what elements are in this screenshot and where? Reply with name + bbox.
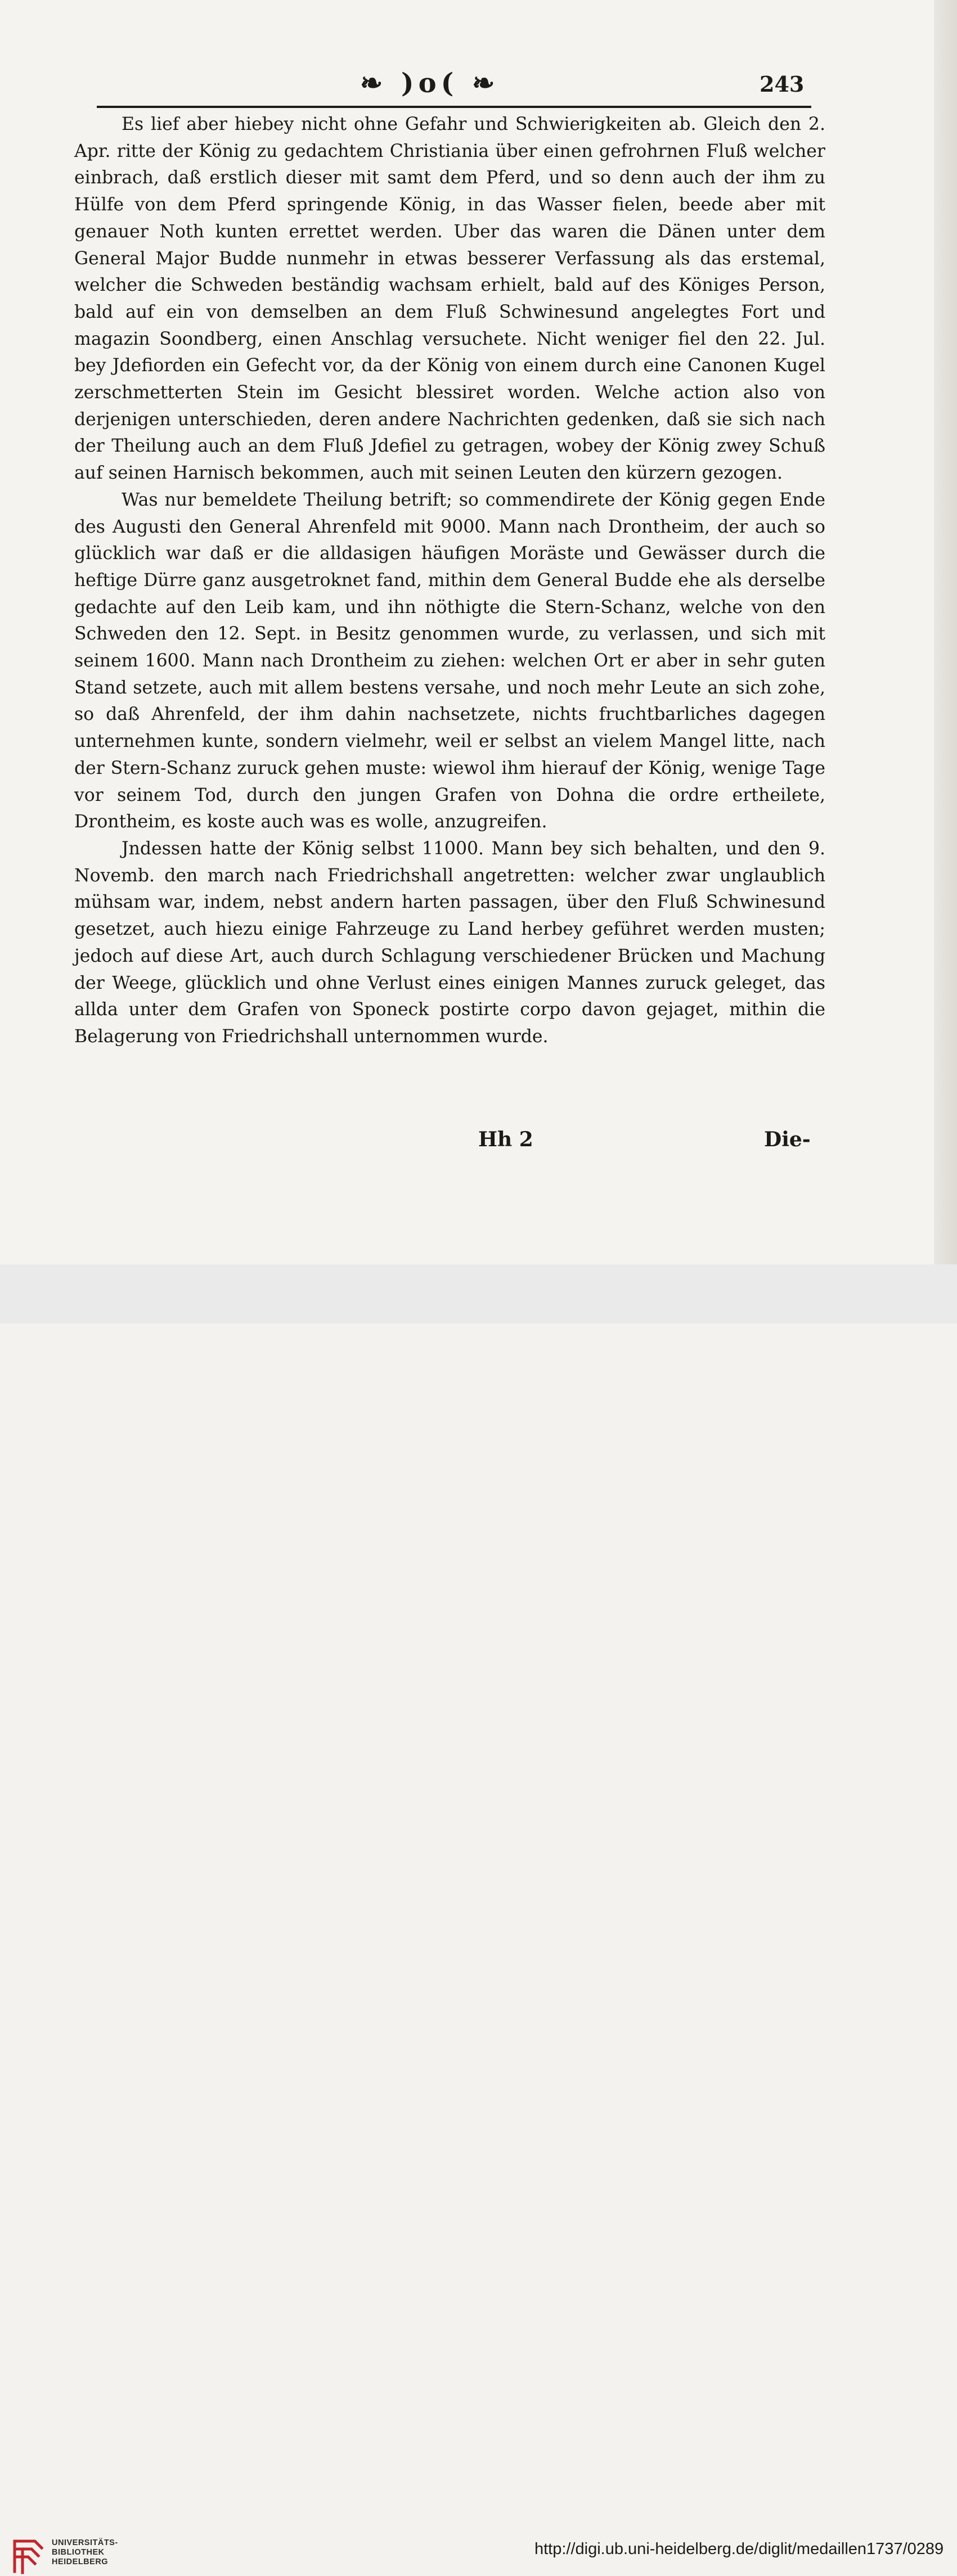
library-logo-icon[interactable] — [12, 2537, 44, 2576]
page-number: 243 — [760, 71, 805, 97]
library-name — [52, 2538, 118, 2567]
library-name-line: HEIDELBERG — [52, 2557, 109, 2566]
header-rule — [97, 106, 811, 108]
paragraph-1: Es lief aber hiebey nicht ohne Gefahr und Schwierigkeiten ab. Gleich den 2. Apr. ritte der König zu gedachtem Christiania über einen gefrohrnen Fluß welcher einbrach, daß erstlich dieser mit samt dem Pferd, und so denn auch der ihm zu Hülfe von dem Pferd springende König, in das Wasser fielen, beede aber mit genauer Noth kunten errettet werden. Uber das waren die Dänen unter dem General Major Budde nunmehr in etwas besserer Verfassung als das erstemal, welcher die Schweden beständig wachsam erhielt, bald auf des Königes Person, bald auf ein von demselben an dem Fluß Schwinesund angelegtes Fort und magazin Soondberg, einen Anschlag versuchete. Nicht weniger fiel den 22. Jul. bey Jdefiorden ein Gefecht vor, da der König von einem durch eine Canonen Kugel zerschmetterten Stein im Gesicht blessiret worden. Welche action also von derjenigen unterschieden, deren andere Nachrichten gedenken, daß sie sich nach der Theilung auch an dem Fluß Jdefiel zu getragen, wobey der König zwey Schuß auf seinen Harnisch bekommen, auch mit seinen Leuten den kürzern gezogen. — [74, 114, 825, 484]
paragraph-3: Jndessen hatte der König selbst 11000. Mann bey sich behalten, und den 9. Novemb. den march nach Friedrichshall angetretten: welcher zwar unglaublich mühsam war, indem, nebst andern harten passagen, über den Fluß Schwinesund gesetzet, auch hiezu einige Fahrzeuge zu Land herbey geführet werden musten; jedoch auf diese Art, auch durch Schlagung verschiedener Brücken und Machung der Weege, glücklich und ohne Verlust eines einigen Mannes zuruck geleget, das allda unter dem Grafen von Sponeck postirte corpo davon gejaget, mithin die Belagerung von Friedrichshall unternommen wurde. — [74, 838, 825, 1047]
book-page — [0, 0, 957, 1264]
header-ornament: ❧ )o( ❧ — [360, 67, 500, 99]
signature-mark: Hh 2 — [478, 1128, 533, 1151]
library-name-line: BIBLIOTHEK — [52, 2548, 105, 2557]
catchword: Die- — [764, 1128, 811, 1151]
source-url-link[interactable]: http://digi.ub.uni-heidelberg.de/diglit/medaillen1737/0289 — [534, 2540, 944, 2558]
body-text — [74, 111, 825, 1141]
library-name-line: UNIVERSITÄTS- — [52, 2538, 118, 2547]
paragraph-2: Was nur bemeldete Theilung betrift; so commendirete der König gegen Ende des Augusti den General Ahrenfeld mit 9000. Mann nach Drontheim, der auch so glücklich war daß er die alldasigen häufigen Moräste und Gewässer durch die heftige Dürre ganz ausgetroknet fand, mithin dem General Budde ehe als derselbe gedachte auf den Leib kam, und ihn nöthigte die Stern-Schanz, welche von den Schweden den 12. Sept. in Besitz genommen wurde, zu verlassen, und sich mit seinem 1600. Mann nach Drontheim zu ziehen: welchen Ort er aber in sehr guten Stand setzete, auch mit allem bestens versahe, und noch mehr Leute an sich zohe, so daß Ahrenfeld, der ihm dahin nachsetzete, nichts fruchtbarliches dagegen unternehmen kunte, sondern vielmehr, weil er selbst an vielem Mangel litte, nach der Stern-Schanz zuruck gehen muste: wiewol ihm hierauf der König, wenige Tage vor seinem Tod, durch den jungen Grafen von Dohna die ordre ertheilete, Drontheim, es koste auch was es wolle, anzugreifen. — [74, 489, 825, 832]
page-edge-shadow — [934, 0, 957, 1264]
viewer-footer — [0, 1264, 957, 2566]
